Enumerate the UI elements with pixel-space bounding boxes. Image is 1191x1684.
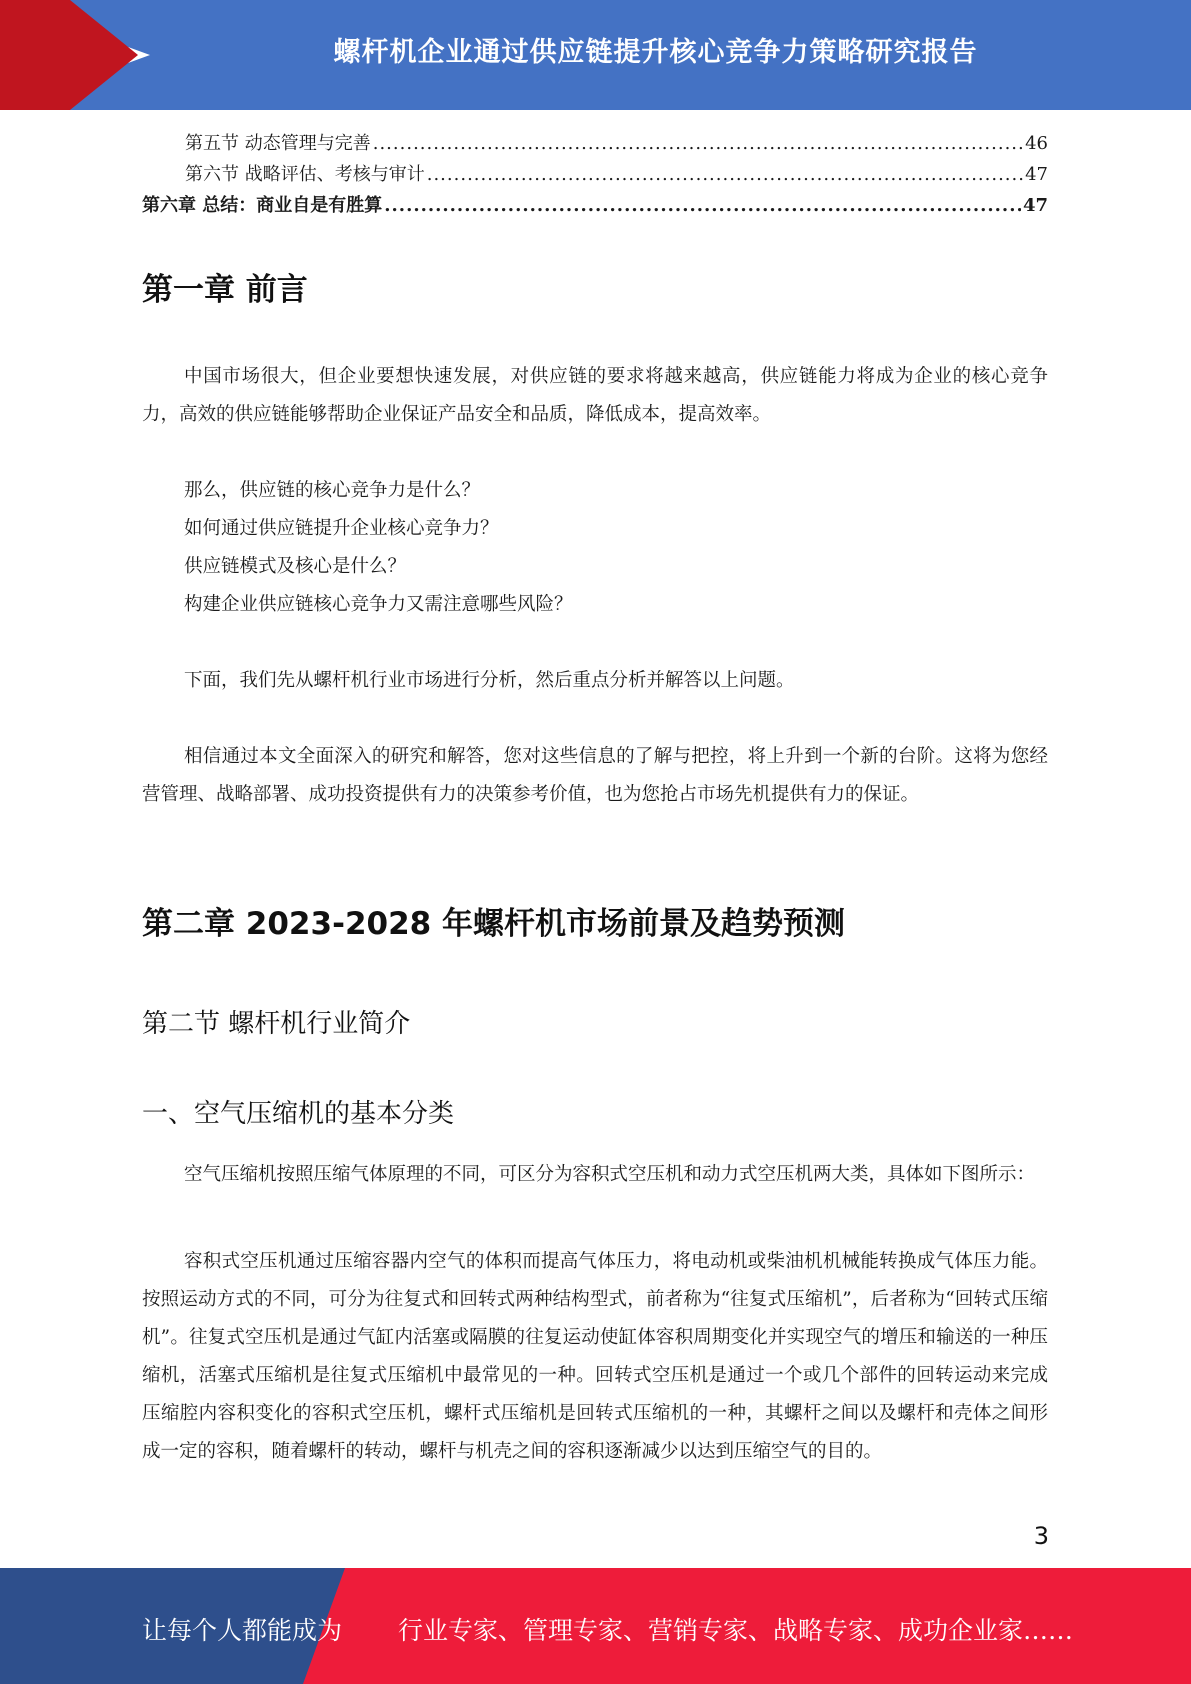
toc-entry-page: 47 bbox=[1025, 164, 1048, 185]
chapter-1-paragraph-1: 中国市场很大，但企业要想快速发展，对供应链的要求将越来越高，供应链能力将成为企业的核心竞争力，高效的供应链能够帮助企业保证产品安全和品质，降低成本，提高效率。 bbox=[142, 366, 1048, 425]
chapter-2-heading: 第二章 2023-2028 年螺杆机市场前景及趋势预测 bbox=[142, 906, 846, 942]
toc-entry-section-5[interactable] bbox=[142, 128, 1048, 159]
toc-entry-label: 第五节 动态管理与完善 bbox=[185, 133, 371, 154]
question-item: 构建企业供应链核心竞争力又需注意哪些风险？ bbox=[184, 594, 573, 615]
toc-entry-page: 46 bbox=[1025, 133, 1048, 154]
chapter-1-paragraph-3: 相信通过本文全面深入的研究和解答，您对这些信息的了解与把控，将上升到一个新的台阶。这将为您经营管理、战略部署、成功投资提供有力的决策参考价值，也为您抢占市场先机提供有力的保证。 bbox=[142, 746, 1048, 805]
chapter-1-heading: 第一章 前言 bbox=[142, 272, 308, 308]
section-heading: 第二节 螺杆机行业简介 bbox=[142, 1009, 411, 1039]
toc-entry-section-6[interactable] bbox=[142, 159, 1048, 190]
question-list bbox=[142, 472, 1048, 624]
toc-entry-page: 47 bbox=[1022, 195, 1048, 216]
toc-leader-dots bbox=[384, 190, 1021, 221]
page-number: 3 bbox=[1033, 1522, 1049, 1550]
question-item: 供应链模式及核心是什么？ bbox=[184, 556, 407, 577]
chapter-2-paragraph-1: 空气压缩机按照压缩气体原理的不同，可区分为容积式空压机和动力式空压机两大类，具体如下图所示： bbox=[184, 1164, 1036, 1185]
toc-entry-label: 第六章 总结：商业自是有胜算 bbox=[142, 195, 383, 216]
header-banner bbox=[0, 0, 1191, 110]
footer-slogan-left: 让每个人都能成为 bbox=[142, 1616, 343, 1645]
question-item: 如何通过供应链提升企业核心竞争力？ bbox=[184, 518, 499, 539]
table-of-contents bbox=[142, 128, 1048, 221]
toc-leader-dots bbox=[373, 128, 1023, 159]
toc-entry-label: 第六节 战略评估、考核与审计 bbox=[185, 164, 425, 185]
footer-banner bbox=[0, 1568, 1191, 1684]
chapter-1-paragraph-2: 下面，我们先从螺杆机行业市场进行分析，然后重点分析并解答以上问题。 bbox=[184, 670, 795, 691]
question-item: 那么，供应链的核心竞争力是什么？ bbox=[184, 480, 481, 501]
toc-leader-dots bbox=[427, 159, 1023, 190]
chapter-2-paragraph-2: 容积式空压机通过压缩容器内空气的体积而提高气体压力，将电动机或柴油机机械能转换成气体压力能。按照运动方式的不同，可分为往复式和回转式两种结构型式，前者称为“往复式压缩机”，后者称为“回转式压缩机”。往复式空压机是通过气缸内活塞或隔膜的往复运动使缸体容积周期变化并实现空气的增压和输送的一种压缩机，活塞式压缩机是往复式压缩机中最常见的一种。回转式空压机是通过一个或几个部件的回转运动来完成压缩腔内容积变化的容积式空压机，螺杆式压缩机是回转式压缩机的一种，其螺杆之间以及螺杆和壳体之间形成一定的容积，随着螺杆的转动，螺杆与机壳之间的容积逐渐减少以达到压缩空气的目的。 bbox=[142, 1251, 1048, 1462]
toc-entry-chapter-6[interactable] bbox=[142, 190, 1048, 221]
subsection-heading: 一、空气压缩机的基本分类 bbox=[142, 1099, 455, 1129]
footer-slogan-right: 行业专家、管理专家、营销专家、战略专家、成功企业家…… bbox=[398, 1616, 1074, 1645]
report-title: 螺杆机企业通过供应链提升核心竞争力策略研究报告 bbox=[333, 37, 978, 68]
